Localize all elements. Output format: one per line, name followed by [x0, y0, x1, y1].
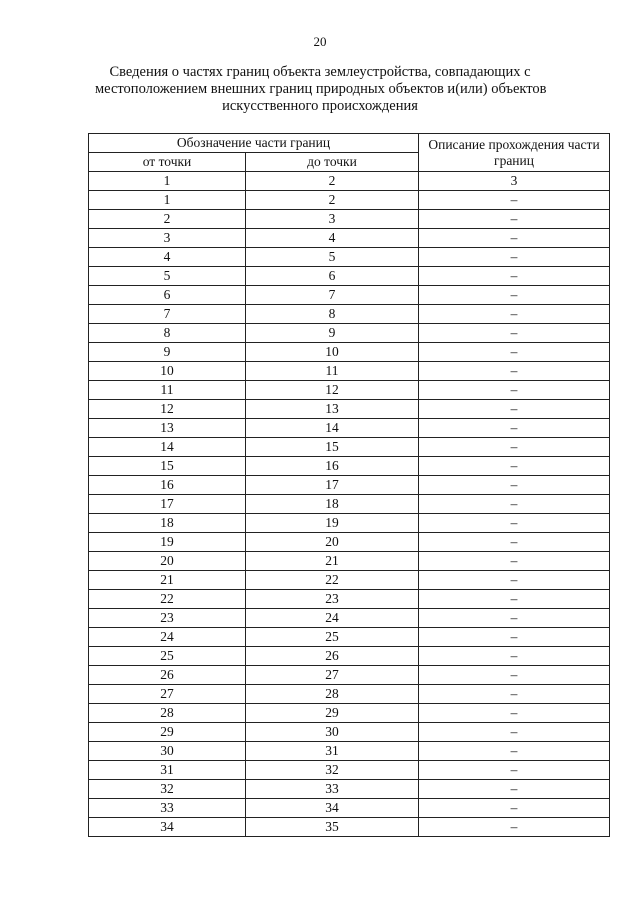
cell-from-point: 15	[89, 457, 246, 476]
cell-from-point: 28	[89, 704, 246, 723]
table-row	[89, 552, 610, 571]
cell-from-point: 32	[89, 780, 246, 799]
cell-description: –	[419, 685, 610, 704]
cell-to-point: 24	[246, 609, 419, 628]
cell-description: –	[419, 362, 610, 381]
table-row	[89, 495, 610, 514]
cell-to-point: 15	[246, 438, 419, 457]
cell-description: –	[419, 514, 610, 533]
table-row	[89, 229, 610, 248]
cell-from-point: 22	[89, 590, 246, 609]
cell-from-point: 7	[89, 305, 246, 324]
cell-to-point: 28	[246, 685, 419, 704]
cell-description: –	[419, 552, 610, 571]
cell-from-point: 27	[89, 685, 246, 704]
cell-description: –	[419, 476, 610, 495]
header-to-point: до точки	[246, 153, 419, 172]
document-title	[95, 64, 545, 115]
column-number: 3	[419, 172, 610, 191]
cell-description: –	[419, 267, 610, 286]
cell-description: –	[419, 457, 610, 476]
table-row	[89, 818, 610, 837]
cell-to-point: 18	[246, 495, 419, 514]
cell-from-point: 20	[89, 552, 246, 571]
cell-to-point: 17	[246, 476, 419, 495]
table-row	[89, 210, 610, 229]
cell-from-point: 25	[89, 647, 246, 666]
cell-description: –	[419, 590, 610, 609]
table-row	[89, 761, 610, 780]
cell-to-point: 31	[246, 742, 419, 761]
cell-from-point: 6	[89, 286, 246, 305]
cell-from-point: 11	[89, 381, 246, 400]
cell-to-point: 27	[246, 666, 419, 685]
cell-from-point: 33	[89, 799, 246, 818]
title-line: местоположением внешних границ природных объектов и(или) объектов	[95, 81, 547, 97]
cell-description: –	[419, 229, 610, 248]
cell-to-point: 21	[246, 552, 419, 571]
table-row	[89, 647, 610, 666]
cell-from-point: 10	[89, 362, 246, 381]
cell-from-point: 34	[89, 818, 246, 837]
cell-description: –	[419, 343, 610, 362]
cell-description: –	[419, 704, 610, 723]
cell-from-point: 16	[89, 476, 246, 495]
table-row	[89, 723, 610, 742]
table-row	[89, 400, 610, 419]
cell-description: –	[419, 799, 610, 818]
cell-description: –	[419, 286, 610, 305]
cell-to-point: 32	[246, 761, 419, 780]
table-row	[89, 457, 610, 476]
cell-from-point: 3	[89, 229, 246, 248]
table-row	[89, 742, 610, 761]
cell-from-point: 14	[89, 438, 246, 457]
cell-to-point: 2	[246, 191, 419, 210]
cell-description: –	[419, 324, 610, 343]
cell-from-point: 4	[89, 248, 246, 267]
table-row	[89, 286, 610, 305]
title-line: искусственного происхождения	[222, 98, 418, 114]
column-numbering-row	[89, 172, 610, 191]
cell-from-point: 19	[89, 533, 246, 552]
cell-to-point: 19	[246, 514, 419, 533]
table-row	[89, 628, 610, 647]
cell-from-point: 12	[89, 400, 246, 419]
header-from-point: от точки	[89, 153, 246, 172]
table-row	[89, 191, 610, 210]
cell-to-point: 25	[246, 628, 419, 647]
table-row	[89, 590, 610, 609]
cell-from-point: 1	[89, 191, 246, 210]
table-row	[89, 685, 610, 704]
cell-to-point: 13	[246, 400, 419, 419]
title-line: Сведения о частях границ объекта землеустройства, совпадающих с	[109, 64, 531, 80]
cell-from-point: 26	[89, 666, 246, 685]
cell-to-point: 22	[246, 571, 419, 590]
cell-to-point: 33	[246, 780, 419, 799]
cell-to-point: 26	[246, 647, 419, 666]
cell-description: –	[419, 305, 610, 324]
cell-from-point: 21	[89, 571, 246, 590]
table-row	[89, 533, 610, 552]
cell-description: –	[419, 248, 610, 267]
table-row	[89, 419, 610, 438]
table-row	[89, 799, 610, 818]
cell-to-point: 35	[246, 818, 419, 837]
cell-to-point: 20	[246, 533, 419, 552]
cell-description: –	[419, 647, 610, 666]
cell-description: –	[419, 191, 610, 210]
table-row	[89, 438, 610, 457]
cell-from-point: 17	[89, 495, 246, 514]
cell-description: –	[419, 666, 610, 685]
table-header	[89, 134, 610, 191]
table-row	[89, 305, 610, 324]
cell-to-point: 23	[246, 590, 419, 609]
table-row	[89, 324, 610, 343]
table-row	[89, 514, 610, 533]
table-row	[89, 267, 610, 286]
cell-from-point: 9	[89, 343, 246, 362]
cell-description: –	[419, 742, 610, 761]
table-row	[89, 571, 610, 590]
cell-description: –	[419, 571, 610, 590]
cell-to-point: 9	[246, 324, 419, 343]
cell-from-point: 5	[89, 267, 246, 286]
cell-description: –	[419, 381, 610, 400]
cell-to-point: 30	[246, 723, 419, 742]
cell-from-point: 2	[89, 210, 246, 229]
cell-to-point: 12	[246, 381, 419, 400]
cell-from-point: 18	[89, 514, 246, 533]
cell-from-point: 23	[89, 609, 246, 628]
cell-to-point: 7	[246, 286, 419, 305]
table-row	[89, 343, 610, 362]
cell-to-point: 5	[246, 248, 419, 267]
cell-description: –	[419, 419, 610, 438]
cell-to-point: 8	[246, 305, 419, 324]
table-row	[89, 609, 610, 628]
cell-from-point: 24	[89, 628, 246, 647]
table-row	[89, 780, 610, 799]
cell-description: –	[419, 609, 610, 628]
table-row	[89, 381, 610, 400]
boundary-parts-table	[88, 133, 610, 837]
cell-to-point: 14	[246, 419, 419, 438]
header-description: Описание прохождения части границ	[419, 134, 610, 172]
cell-description: –	[419, 761, 610, 780]
column-number: 2	[246, 172, 419, 191]
cell-description: –	[419, 438, 610, 457]
cell-to-point: 29	[246, 704, 419, 723]
cell-to-point: 3	[246, 210, 419, 229]
cell-to-point: 11	[246, 362, 419, 381]
cell-from-point: 29	[89, 723, 246, 742]
cell-from-point: 8	[89, 324, 246, 343]
page-number: 20	[313, 34, 327, 49]
cell-description: –	[419, 818, 610, 837]
table-body	[89, 191, 610, 837]
table-row	[89, 248, 610, 267]
cell-description: –	[419, 628, 610, 647]
cell-to-point: 4	[246, 229, 419, 248]
table-row	[89, 704, 610, 723]
cell-to-point: 34	[246, 799, 419, 818]
cell-from-point: 31	[89, 761, 246, 780]
table-row	[89, 476, 610, 495]
cell-description: –	[419, 780, 610, 799]
cell-to-point: 6	[246, 267, 419, 286]
cell-to-point: 16	[246, 457, 419, 476]
cell-description: –	[419, 495, 610, 514]
table-row	[89, 666, 610, 685]
cell-from-point: 30	[89, 742, 246, 761]
cell-description: –	[419, 210, 610, 229]
header-boundary-part-designation: Обозначение части границ	[89, 134, 419, 153]
cell-description: –	[419, 400, 610, 419]
cell-to-point: 10	[246, 343, 419, 362]
column-number: 1	[89, 172, 246, 191]
cell-description: –	[419, 723, 610, 742]
cell-description: –	[419, 533, 610, 552]
cell-from-point: 13	[89, 419, 246, 438]
table-row	[89, 362, 610, 381]
